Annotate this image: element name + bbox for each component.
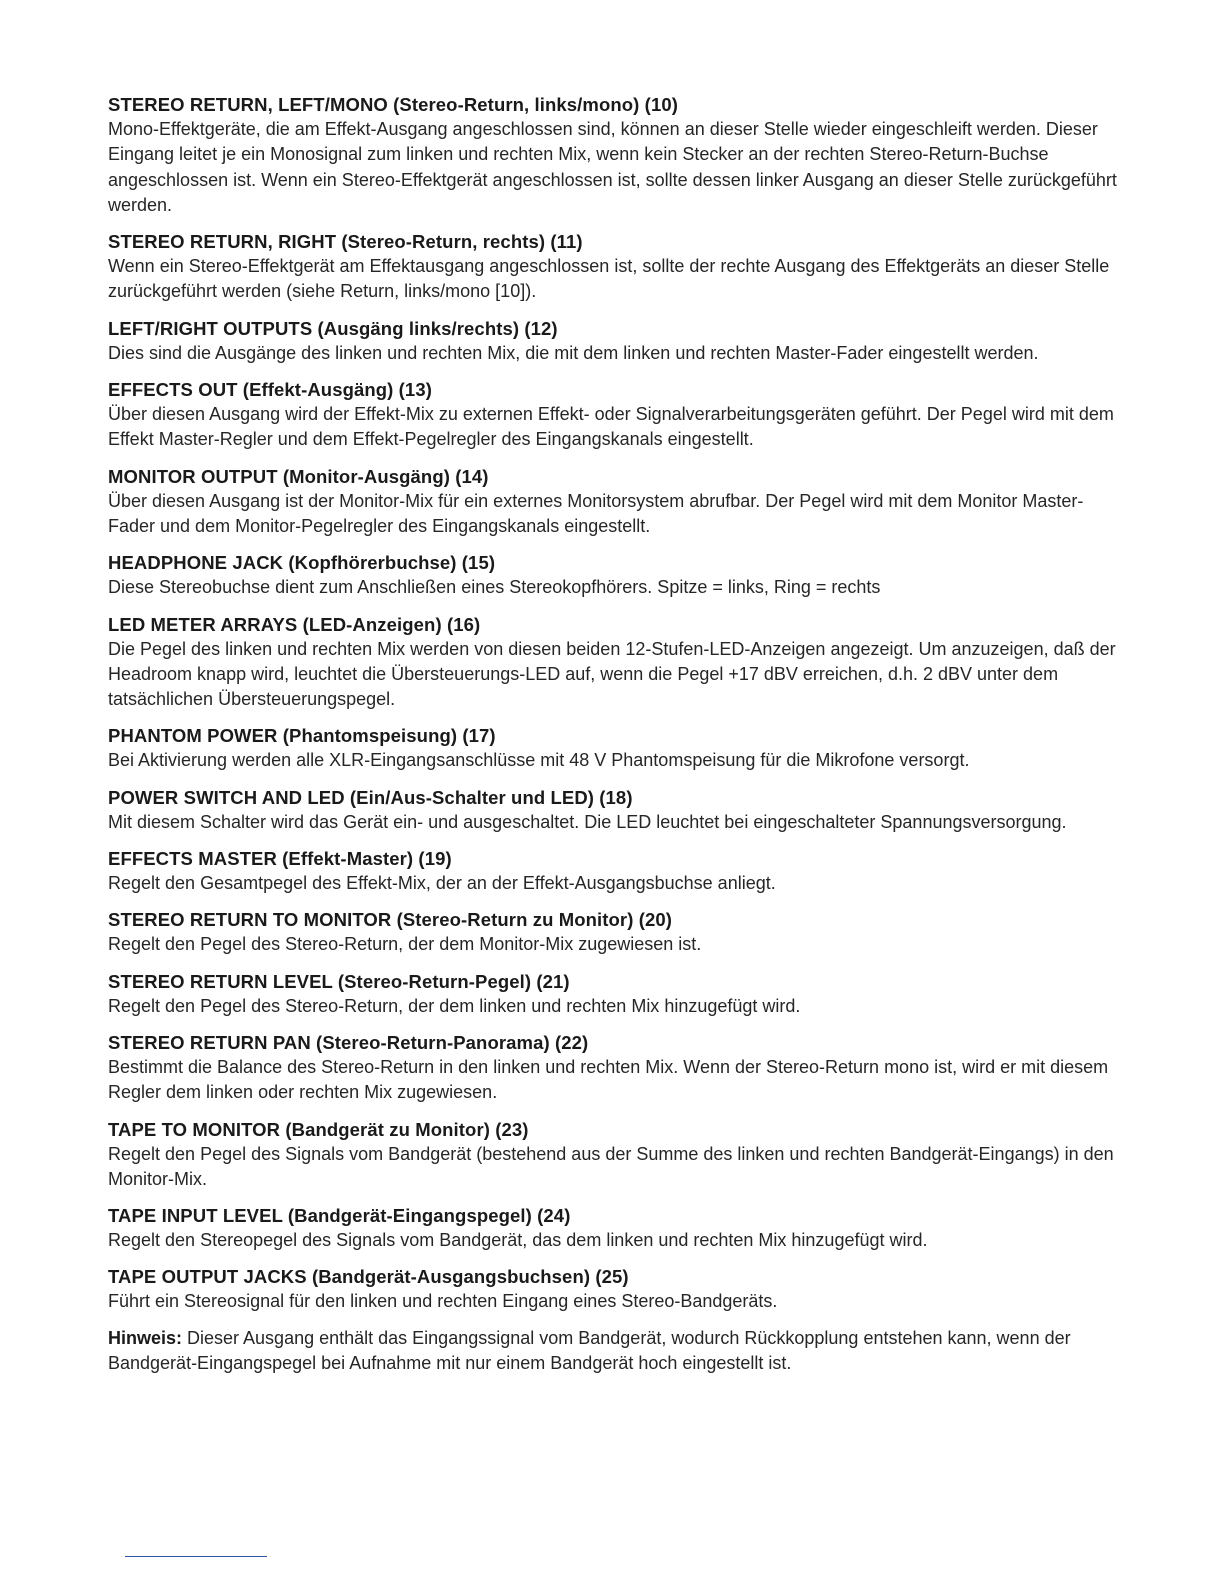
section-heading: EFFECTS MASTER (Effekt-Master) (19) [108, 848, 452, 870]
section-tape-output-jacks [108, 1264, 1118, 1314]
section-text: Regelt den Stereopegel des Signals vom Bandgerät, das dem linken und rechten Mix hinzugefügt wird. [108, 1230, 928, 1251]
section-text: Regelt den Pegel des Signals vom Bandgerät (bestehend aus der Summe des linken und rechten Bandgerät-Eingangs) in den Monitor-Mix. [108, 1143, 1114, 1189]
section-power-switch [108, 785, 1118, 835]
section-monitor-output [108, 464, 1118, 540]
section-heading: TAPE TO MONITOR (Bandgerät zu Monitor) (23) [108, 1118, 529, 1140]
section-headphone-jack [108, 550, 1118, 600]
section-heading: MONITOR OUTPUT (Monitor-Ausgäng) (14) [108, 465, 489, 487]
section-stereo-return-left [108, 92, 1118, 218]
section-effects-out [108, 377, 1118, 453]
note-text: Dieser Ausgang enthält das Eingangssignal vom Bandgerät, wodurch Rückkopplung entstehen kann, wenn der Bandgerät-Eingangspegel bei Aufnahme mit nur einem Bandgerät hoch eingestellt ist. [108, 1327, 1071, 1374]
section-stereo-return-level [108, 969, 1118, 1019]
section-text: Regelt den Gesamtpegel des Effekt-Mix, der an der Effekt-Ausgangsbuchse anliegt. [108, 873, 776, 894]
section-heading: EFFECTS OUT (Effekt-Ausgäng) (13) [108, 379, 432, 401]
section-left-right-outputs [108, 316, 1118, 366]
footer-rule [125, 1556, 267, 1557]
section-stereo-return-pan [108, 1030, 1118, 1106]
section-heading: STEREO RETURN LEVEL (Stereo-Return-Pegel) (21) [108, 970, 570, 992]
section-heading: STEREO RETURN PAN (Stereo-Return-Panorama) (22) [108, 1031, 589, 1053]
section-text: Regelt den Pegel des Stereo-Return, der dem Monitor-Mix zugewiesen ist. [108, 934, 702, 955]
section-text: Mit diesem Schalter wird das Gerät ein- und ausgeschaltet. Die LED leuchtet bei eingeschalteter Spannungsversorgung. [108, 811, 1067, 832]
section-text: Über diesen Ausgang wird der Effekt-Mix zu externen Effekt- oder Signalverarbeitungsgeräten geführt. Der Pegel wird mit dem Effekt Master-Regler und dem Effekt-Pegelregler des Eingangskanals eingestellt. [108, 404, 1114, 450]
section-phantom-power [108, 723, 1118, 773]
section-text: Wenn ein Stereo-Effektgerät am Effektausgang angeschlossen ist, sollte der rechte Ausgang des Effektgeräts an dieser Stelle zurückgeführt werden (siehe Return, links/mono [10]). [108, 256, 1110, 302]
section-stereo-return-to-monitor [108, 907, 1118, 957]
section-stereo-return-right [108, 229, 1118, 305]
section-effects-master [108, 846, 1118, 896]
section-text: Die Pegel des linken und rechten Mix werden von diesen beiden 12-Stufen-LED-Anzeigen angezeigt. Um anzuzeigen, daß der Headroom knapp wird, leuchtet die Übersteuerungs-LED auf, wenn die Pegel +17 dBV erreichen, d.h. 2 dBV unter dem tatsächlichen Übersteuerungspegel. [108, 638, 1116, 710]
section-text: Mono-Effektgeräte, die am Effekt-Ausgang angeschlossen sind, können an dieser Stelle wieder eingeschleift werden. Dieser Eingang leitet je ein Monosignal zum linken und rechten Mix, wenn kein Stecker an der rechten Stereo-Return-Buchse angeschlossen ist. Wenn ein Stereo-Effektgerät angeschlossen ist, sollte dessen linker Ausgang an dieser Stelle zurückgeführt werden. [108, 119, 1117, 215]
section-heading: STEREO RETURN, LEFT/MONO (Stereo-Return, links/mono) (10) [108, 94, 678, 115]
section-heading: STEREO RETURN TO MONITOR (Stereo-Return zu Monitor) (20) [108, 909, 673, 931]
section-heading: PHANTOM POWER (Phantomspeisung) (17) [108, 725, 496, 747]
section-heading: LED METER ARRAYS (LED-Anzeigen) (16) [108, 613, 481, 635]
section-text: Diese Stereobuchse dient zum Anschließen eines Stereokopfhörers. Spitze = links, Ring = rechts [108, 577, 881, 598]
section-heading: TAPE INPUT LEVEL (Bandgerät-Eingangspegel) (24) [108, 1205, 571, 1227]
section-heading: POWER SWITCH AND LED (Ein/Aus-Schalter und LED) (18) [108, 786, 633, 808]
section-heading: LEFT/RIGHT OUTPUTS (Ausgäng links/rechts) (12) [108, 317, 558, 339]
section-text: Bei Aktivierung werden alle XLR-Eingangsanschlüsse mit 48 V Phantomspeisung für die Mikrofone versorgt. [108, 750, 970, 771]
document-body [108, 92, 1118, 1376]
section-heading: HEADPHONE JACK (Kopfhörerbuchse) (15) [108, 552, 496, 574]
note-paragraph [108, 1326, 1118, 1377]
section-tape-to-monitor [108, 1117, 1118, 1193]
section-heading: TAPE OUTPUT JACKS (Bandgerät-Ausgangsbuchsen) (25) [108, 1266, 629, 1288]
section-text: Dies sind die Ausgänge des linken und rechten Mix, die mit dem linken und rechten Master-Fader eingestellt werden. [108, 342, 1039, 363]
section-text: Bestimmt die Balance des Stereo-Return in den linken und rechten Mix. Wenn der Stereo-Return mono ist, wird er mit diesem Regler dem linken oder rechten Mix zugewiesen. [108, 1056, 1109, 1103]
note-label: Hinweis: [108, 1327, 183, 1348]
section-heading: STEREO RETURN, RIGHT (Stereo-Return, rechts) (11) [108, 231, 583, 253]
section-led-meter-arrays [108, 612, 1118, 713]
section-text: Führt ein Stereosignal für den linken und rechten Eingang eines Stereo-Bandgeräts. [108, 1291, 778, 1312]
section-text: Über diesen Ausgang ist der Monitor-Mix für ein externes Monitorsystem abrufbar. Der Pegel wird mit dem Monitor Master-Fader und dem Monitor-Pegelregler des Eingangskanals eingestellt. [108, 490, 1084, 536]
section-text: Regelt den Pegel des Stereo-Return, der dem linken und rechten Mix hinzugefügt wird. [108, 995, 801, 1016]
section-tape-input-level [108, 1203, 1118, 1253]
